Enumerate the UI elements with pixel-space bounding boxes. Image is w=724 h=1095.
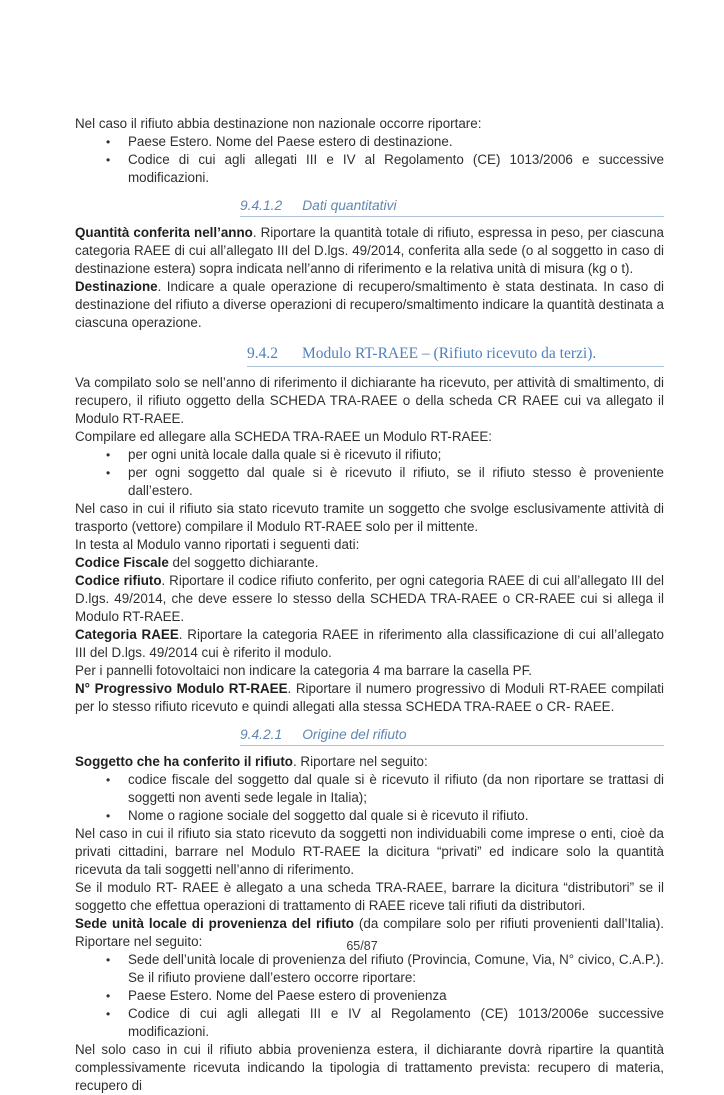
text-run: Nome o ragione sociale del soggetto dal quale si è ricevuto il rifiuto. <box>128 808 529 823</box>
heading-number: 9.4.2 <box>247 345 278 362</box>
page-number: 65/87 <box>346 939 378 953</box>
bullet-item <box>75 133 664 151</box>
bullet-icon: • <box>106 773 111 787</box>
bullet-icon: • <box>106 466 111 480</box>
paragraph <box>75 1041 664 1095</box>
heading-title: Origine del rifiuto <box>302 727 407 742</box>
text-run: del soggetto dichiarante. <box>168 555 319 570</box>
text-run: Nel caso il rifiuto abbia destinazione non nazionale occorre riportare: <box>75 116 482 131</box>
paragraph <box>75 572 664 626</box>
text-run: In testa al Modulo vanno riportati i seguenti dati: <box>75 537 360 552</box>
text-run: Nel caso in cui il rifiuto sia stato ricevuto tramite un soggetto che svolge esclusivamente attività di trasporto (vettore) compilare il Modulo RT-RAEE solo per il mittente. <box>75 501 664 534</box>
text-run: Se il modulo RT- RAEE è allegato a una scheda TRA-RAEE, barrare la dicitura “distributori” se il soggetto che effettua operazioni di trattamento di RAEE riceve tali rifiuti da distributori. <box>75 880 664 913</box>
paragraph <box>75 500 664 536</box>
paragraph <box>75 554 664 572</box>
bullet-item <box>75 807 664 825</box>
paragraph <box>75 626 664 662</box>
paragraph <box>75 374 664 428</box>
bullet-icon: • <box>106 153 111 167</box>
text-run: codice fiscale del soggetto dal quale si è ricevuto il rifiuto (da non riportare se trattasi di soggetti non aventi sede legale in Italia); <box>128 772 664 805</box>
text-run: Va compilato solo se nell’anno di riferimento il dichiarante ha ricevuto, per attività di smaltimento, di recupero, il rifiuto oggetto della SCHEDA TRA-RAEE o della scheda CR RAEE cui va allegato il Modulo RT-RAEE. <box>75 375 664 426</box>
bullet-icon: • <box>106 953 111 967</box>
paragraph <box>75 115 664 133</box>
text-run: Codice di cui agli allegati III e IV al Regolamento (CE) 1013/2006 e successive modificazioni. <box>128 152 664 185</box>
text-run: Paese Estero. Nome del Paese estero di provenienza <box>128 988 447 1003</box>
paragraph <box>75 662 664 680</box>
bullet-icon: • <box>106 989 111 1003</box>
bold-text-run: Quantità conferita nell’anno <box>75 225 253 240</box>
paragraph <box>75 825 664 879</box>
section-heading <box>240 198 664 217</box>
bullet-item <box>75 151 664 187</box>
text-run: Paese Estero. Nome del Paese estero di destinazione. <box>128 134 453 149</box>
bold-text-run: N° Progressivo Modulo RT-RAEE <box>75 681 288 696</box>
section-heading <box>240 727 664 746</box>
heading-number: 9.4.2.1 <box>240 727 283 742</box>
bullet-item <box>75 951 664 987</box>
text-run: per ogni soggetto dal quale si è ricevuto il rifiuto, se il rifiuto stesso è proveniente dall’estero. <box>128 465 664 498</box>
text-run: Sede dell’unità locale di provenienza del rifiuto (Provincia, Comune, Via, N° civico, C.A.P.). Se il rifiuto proviene dall’estero occorre riportare: <box>128 952 664 985</box>
bullet-item <box>75 464 664 500</box>
heading-title: Dati quantitativi <box>302 198 397 213</box>
text-run: Per i pannelli fotovoltaici non indicare la categoria 4 ma barrare la casella PF. <box>75 663 533 678</box>
text-run: . Riportare la quantità totale di rifiuto, espressa in peso, per ciascuna categoria RAEE di cui all’allegato III del D.lgs. 49/2014, conferita alla sede (o al soggetto in caso di destinazione estera) sopra indicata nell’anno di riferimento e la relativa unità di misura (kg o t). <box>75 225 664 276</box>
heading-title: Modulo RT-RAEE – (Rifiuto ricevuto da terzi). <box>302 345 597 362</box>
paragraph <box>75 536 664 554</box>
bullet-item <box>75 1005 664 1041</box>
bullet-icon: • <box>106 809 111 823</box>
text-run: (da compilare solo per rifiuti provenienti dall’Italia). Riportare nel seguito: <box>75 916 664 949</box>
text-run: . Riportare il codice rifiuto conferito, per ogni categoria RAEE di cui all’allegato III del D.lgs. 49/2014, che deve essere lo stesso della SCHEDA TRA-RAEE o CR-RAEE cui si allega il Modulo RT-RAEE. <box>75 573 664 624</box>
text-run: . Riportare la categoria RAEE in riferimento alla classificazione di cui all’allegato III del D.lgs. 49/2014 cui è riferito il modulo. <box>75 627 664 660</box>
bold-text-run: Soggetto che ha conferito il rifiuto <box>75 754 293 769</box>
text-run: per ogni unità locale dalla quale si è ricevuto il rifiuto; <box>128 447 442 462</box>
text-run: Nel solo caso in cui il rifiuto abbia provenienza estera, il dichiarante dovrà ripartire la quantità complessivamente ricevuta indicando la tipologia di trattamento prevista: recupero di materia, recupero di <box>75 1042 664 1093</box>
bold-text-run: Destinazione <box>75 279 158 294</box>
text-run: Compilare ed allegare alla SCHEDA TRA-RAEE un Modulo RT-RAEE: <box>75 429 493 444</box>
bullet-item <box>75 987 664 1005</box>
bullet-item <box>75 446 664 464</box>
section-heading <box>247 345 664 367</box>
paragraph <box>75 753 664 771</box>
heading-number: 9.4.1.2 <box>240 198 283 213</box>
paragraph <box>75 680 664 716</box>
bullet-icon: • <box>106 1007 111 1021</box>
text-run: . Riportare il numero progressivo di Moduli RT-RAEE compilati per lo stesso rifiuto ricevuto e quindi allegati alla stessa SCHEDA TRA-RAEE o CR- RAEE. <box>75 681 664 714</box>
paragraph <box>75 224 664 278</box>
paragraph <box>75 278 664 332</box>
bold-text-run: Codice rifiuto <box>75 573 162 588</box>
bold-text-run: Categoria RAEE <box>75 627 179 642</box>
bold-text-run: Sede unità locale di provenienza del rifiuto <box>75 916 354 931</box>
paragraph <box>75 428 664 446</box>
bullet-icon: • <box>106 135 111 149</box>
bullet-icon: • <box>106 448 111 462</box>
bold-text-run: Codice Fiscale <box>75 555 169 570</box>
text-run: . Riportare nel seguito: <box>292 754 428 769</box>
paragraph <box>75 879 664 915</box>
text-run: Nel caso in cui il rifiuto sia stato ricevuto da soggetti non individuabili come imprese o enti, cioè da privati cittadini, barrare nel Modulo RT-RAEE la dicitura “privati” ed indicare solo la quantità ricevuta da tali soggetti nell’anno di riferimento. <box>75 826 664 877</box>
bullet-item <box>75 771 664 807</box>
text-run: Codice di cui agli allegati III e IV al Regolamento (CE) 1013/2006e successive modificazioni. <box>128 1006 664 1039</box>
text-run: . Indicare a quale operazione di recupero/smaltimento è stata destinata. In caso di destinazione del rifiuto a diverse operazioni di recupero/smaltimento indicare la quantità destinata a ciascuna operazione. <box>75 279 664 330</box>
